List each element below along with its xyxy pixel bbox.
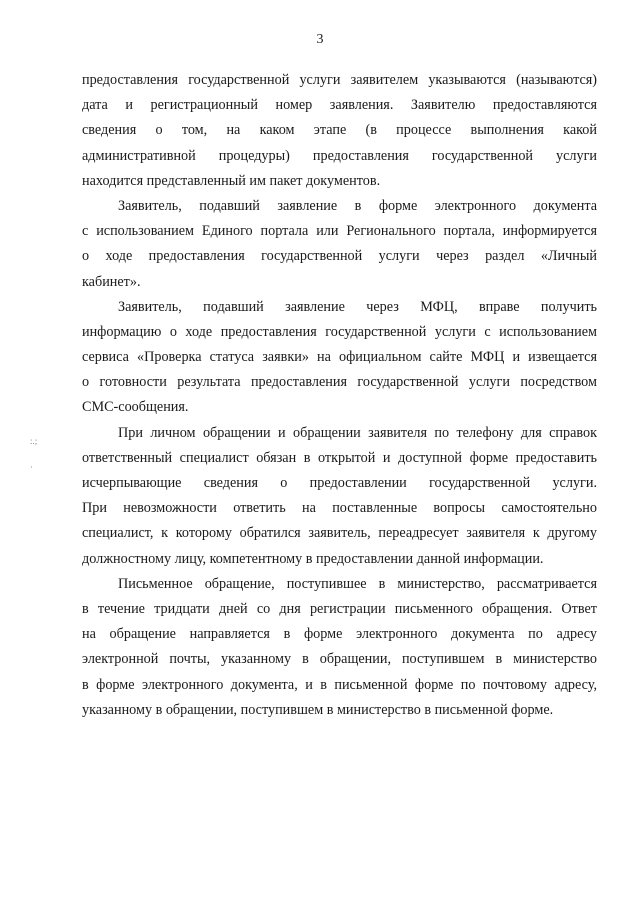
text-line: о ходе предоставления государственной услуги через раздел «Личный — [82, 248, 597, 265]
text-line: должностному лицу, компетентному в предоставлении данной информации. — [82, 550, 544, 567]
text-line: СМС-сообщения. — [82, 399, 189, 416]
text-line: сведения о том, на каком этапе (в процессе выполнения какой — [82, 122, 597, 139]
text-line: указанному в обращении, поступившем в министерство в письменной форме. — [82, 701, 554, 718]
paragraph-phone-info — [82, 421, 597, 572]
text-line: информацию о ходе предоставления государственной услуги с использованием — [82, 323, 597, 340]
text-line: административной процедуры) предоставления государственной услуги — [82, 147, 597, 164]
page-number: 3 — [316, 32, 324, 47]
text-line: Письменное обращение, поступившее в министерство, рассматривается — [118, 575, 597, 592]
text-line: При личном обращении и обращении заявителя по телефону для справок — [118, 424, 597, 441]
text-line: предоставления государственной услуги заявителем указываются (называются) — [82, 72, 597, 88]
paragraph-written-appeal — [82, 572, 597, 723]
text-line: в форме электронного документа, и в письменной форме по почтовому адресу, — [82, 676, 597, 693]
text-line: ответственный специалист обязан в открытой и доступной форме предоставить — [82, 449, 597, 466]
text-line: сервиса «Проверка статуса заявки» на официальном сайте МФЦ и извещается — [82, 349, 597, 366]
text-line: на обращение направляется в форме электронного документа по адресу — [82, 626, 597, 643]
text-line: Заявитель, подавший заявление в форме электронного документа — [118, 197, 597, 214]
text-line: При невозможности ответить на поставленные вопросы самостоятельно — [82, 500, 597, 517]
text-line: электронной почты, указанному в обращении, поступившем в министерство — [82, 651, 597, 668]
text-line: с использованием Единого портала или Регионального портала, информируется — [82, 223, 597, 240]
text-line: исчерпывающие сведения о предоставлении государственной услуги. — [82, 475, 597, 491]
text-line: дата и регистрационный номер заявления. Заявителю предоставляются — [82, 97, 597, 114]
paragraph-status-info — [82, 68, 597, 194]
text-line: Заявитель, подавший заявление через МФЦ, вправе получить — [118, 298, 597, 315]
text-line: о готовности результата предоставления государственной услуги посредством — [82, 374, 597, 391]
document-body — [82, 68, 597, 723]
text-line: находится представленный им пакет документов. — [82, 172, 381, 189]
paragraph-portal-info — [82, 194, 597, 295]
scan-mark: · — [30, 462, 33, 472]
text-line: специалист, к которому обратился заявитель, переадресует заявителя к другому — [82, 525, 597, 542]
paragraph-mfc-info — [82, 295, 597, 421]
scan-mark: :.; — [30, 436, 38, 446]
text-line: в течение тридцати дней со дня регистрации письменного обращения. Ответ — [82, 600, 597, 617]
text-line: кабинет». — [82, 273, 141, 290]
